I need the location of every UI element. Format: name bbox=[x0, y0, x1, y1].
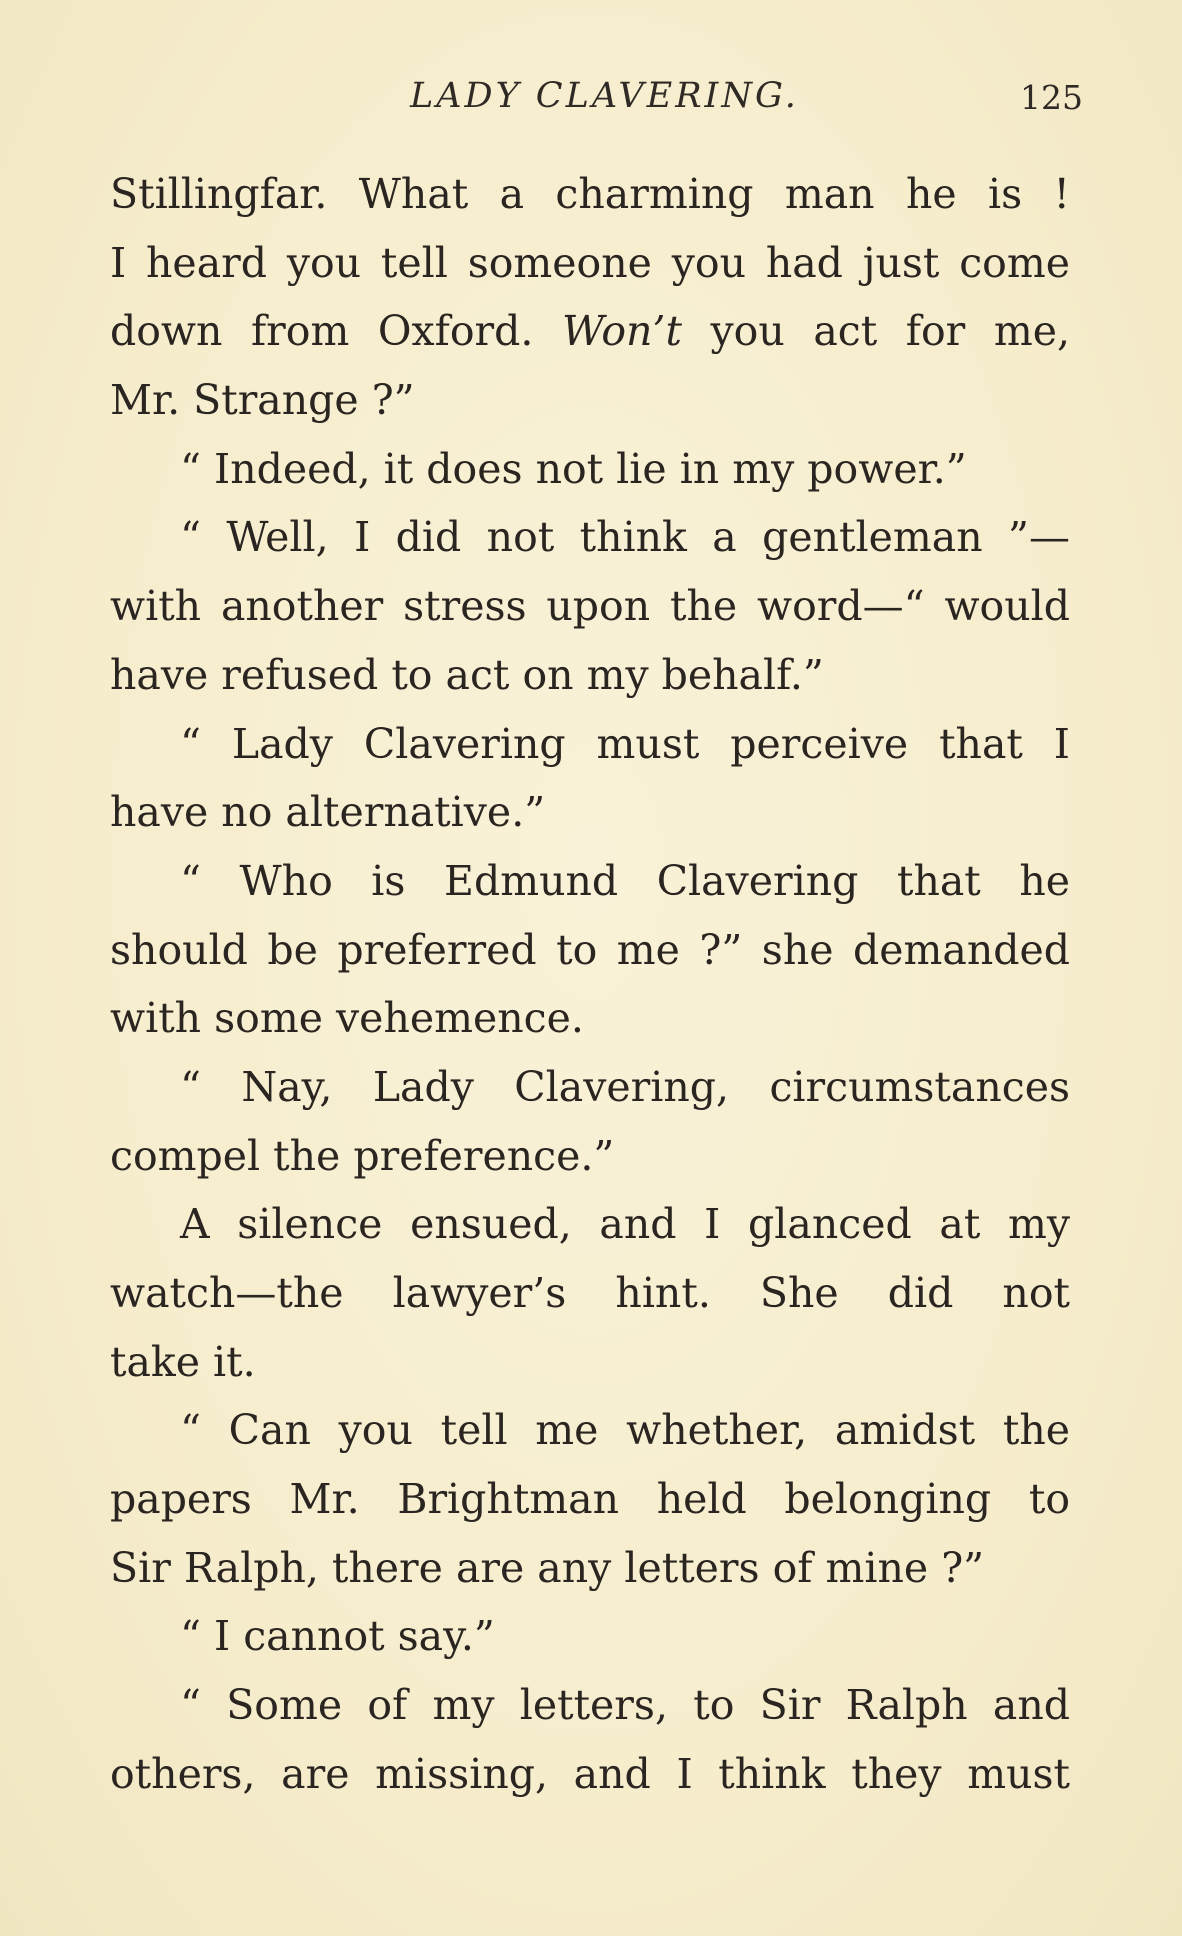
text-line: with another stress upon the word—“ would bbox=[110, 582, 1070, 631]
running-title: LADY CLAVERING. bbox=[410, 76, 799, 116]
text-line: Stillingfar. What a charming man he is ! bbox=[110, 170, 1070, 218]
text-line: others, are missing, and I think they must bbox=[110, 1749, 1070, 1798]
text-line: “ Nay, Lady Clavering, circumstances bbox=[180, 1062, 1070, 1111]
text-segment: down from Oxford. bbox=[110, 307, 562, 356]
text-segment: you act for me, bbox=[681, 307, 1070, 356]
text-line: should be preferred to me ?” she demanded bbox=[110, 925, 1070, 974]
text-line: have no alternative.” bbox=[110, 788, 546, 837]
text-line: “ Indeed, it does not lie in my power.” bbox=[180, 444, 967, 493]
text-line: Sir Ralph, there are any letters of mine ?” bbox=[110, 1543, 985, 1592]
text-line: papers Mr. Brightman held belonging to bbox=[110, 1475, 1070, 1524]
text-line: with some vehemence. bbox=[110, 994, 584, 1043]
text-line: take it. bbox=[110, 1337, 256, 1386]
text-line: A silence ensued, and I glanced at my bbox=[180, 1200, 1070, 1249]
text-line: “ Some of my letters, to Sir Ralph and bbox=[180, 1681, 1070, 1730]
text-line: Mr. Strange ?” bbox=[110, 376, 415, 425]
body-text bbox=[110, 160, 1070, 1809]
text-line: I heard you tell someone you had just come bbox=[110, 238, 1070, 287]
page-number: 125 bbox=[1020, 78, 1083, 117]
text-line: compel the preference.” bbox=[110, 1131, 615, 1180]
page-header bbox=[0, 70, 1182, 120]
text-line bbox=[110, 297, 1070, 366]
text-line: watch—the lawyer’s hint. She did not bbox=[110, 1269, 1070, 1317]
text-line: “ Can you tell me whether, amidst the bbox=[180, 1406, 1070, 1455]
text-line: “ Who is Edmund Clavering that he bbox=[180, 856, 1070, 905]
italic-emphasis: Won’t bbox=[561, 307, 682, 356]
text-line: “ Well, I did not think a gentleman ”— bbox=[180, 513, 1070, 562]
text-line: “ Lady Clavering must perceive that I bbox=[180, 719, 1070, 768]
text-line: have refused to act on my behalf.” bbox=[110, 650, 824, 699]
text-line: “ I cannot say.” bbox=[180, 1612, 495, 1661]
